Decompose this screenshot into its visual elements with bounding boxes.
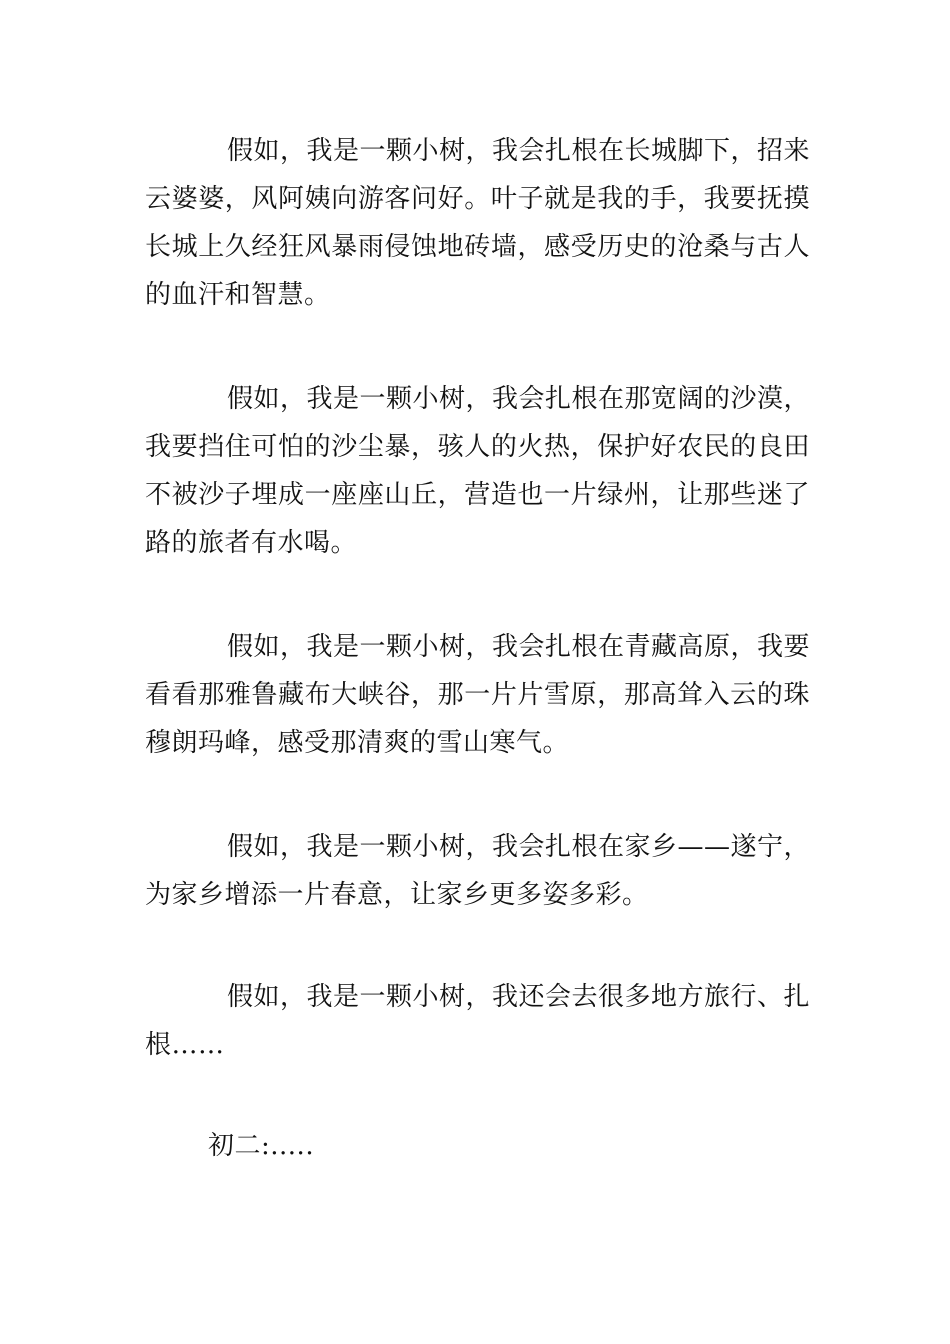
- grade-label: 初二:.....: [208, 1131, 315, 1161]
- paragraph-desert: 假如，我是一颗小树，我会扎根在那宽阔的沙漠，我要挡住可怕的沙尘暴，骇人的火热，保护好农民的良田不被沙子埋成一座座山丘，营造也一片绿州，让那些迷了路的旅者有水喝。: [145, 384, 811, 558]
- paragraph-hometown: 假如，我是一颗小树，我会扎根在家乡——遂宁，为家乡增添一片春意，让家乡更多姿多彩。: [145, 832, 811, 910]
- paragraph-tibet-plateau: 假如，我是一颗小树，我会扎根在青藏高原，我要看看那雅鲁藏布大峡谷，那一片片雪原，那高耸入云的珠穆朗玛峰，感受那清爽的雪山寒气。: [145, 632, 811, 758]
- paragraph-travel: 假如，我是一颗小树，我还会去很多地方旅行、扎根……: [145, 982, 811, 1060]
- paragraph-great-wall: 假如，我是一颗小树，我会扎根在长城脚下，招来云婆婆，风阿姨向游客问好。叶子就是我的手，我要抚摸长城上久经狂风暴雨侵蚀地砖墙，感受历史的沧桑与古人的血汗和智慧。: [145, 136, 811, 310]
